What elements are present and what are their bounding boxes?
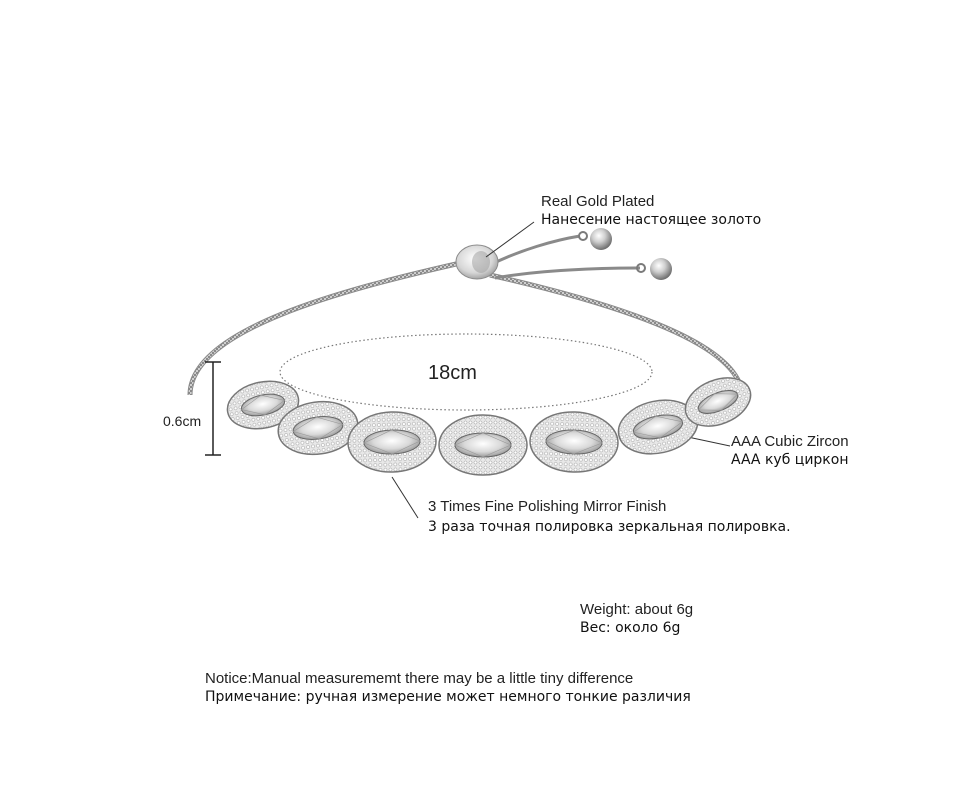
width-label: 0.6cm (163, 413, 202, 429)
weight-label-ru: Вес: около 6g (580, 620, 681, 636)
marquise-link-5 (529, 410, 619, 473)
width-indicator (205, 362, 221, 455)
end-ball-upper (590, 228, 612, 250)
chain-right-links (490, 275, 742, 395)
stone-callout (731, 433, 849, 469)
measurement-notice (205, 670, 691, 706)
notice-label-ru: Примечание: ручная измерение может немного тонкие различия (205, 689, 691, 705)
plating-label-ru: Нанесение настоящее золото (541, 212, 762, 228)
finish-label-en: 3 Times Fine Polishing Mirror Finish (428, 498, 667, 515)
notice-label-en: Notice:Manual measurememt there may be a little tiny difference (205, 670, 634, 687)
chain-left-links (190, 262, 465, 395)
finish-label-ru: 3 раза точная полировка зеркальная полировка. (428, 519, 791, 535)
leader-line-finish (392, 477, 418, 518)
chain-tail-upper (490, 236, 580, 265)
stone-label-en: AAA Cubic Zircon (731, 433, 849, 450)
leader-line-plating (486, 222, 534, 257)
marquise-link-3 (347, 410, 437, 473)
finish-callout (428, 498, 791, 536)
chain-right (490, 275, 742, 395)
chain-left (190, 262, 465, 395)
plating-label-en: Real Gold Plated (541, 193, 655, 210)
plating-callout (541, 193, 761, 229)
weight-spec (580, 601, 693, 637)
end-ball-lower (650, 258, 672, 280)
weight-label-en: Weight: about 6g (580, 601, 694, 618)
chain-tail-lower (495, 268, 640, 278)
marquise-link-4 (439, 415, 527, 475)
stone-label-ru: AAA куб циркон (731, 452, 849, 468)
length-label: 18cm (428, 362, 477, 384)
